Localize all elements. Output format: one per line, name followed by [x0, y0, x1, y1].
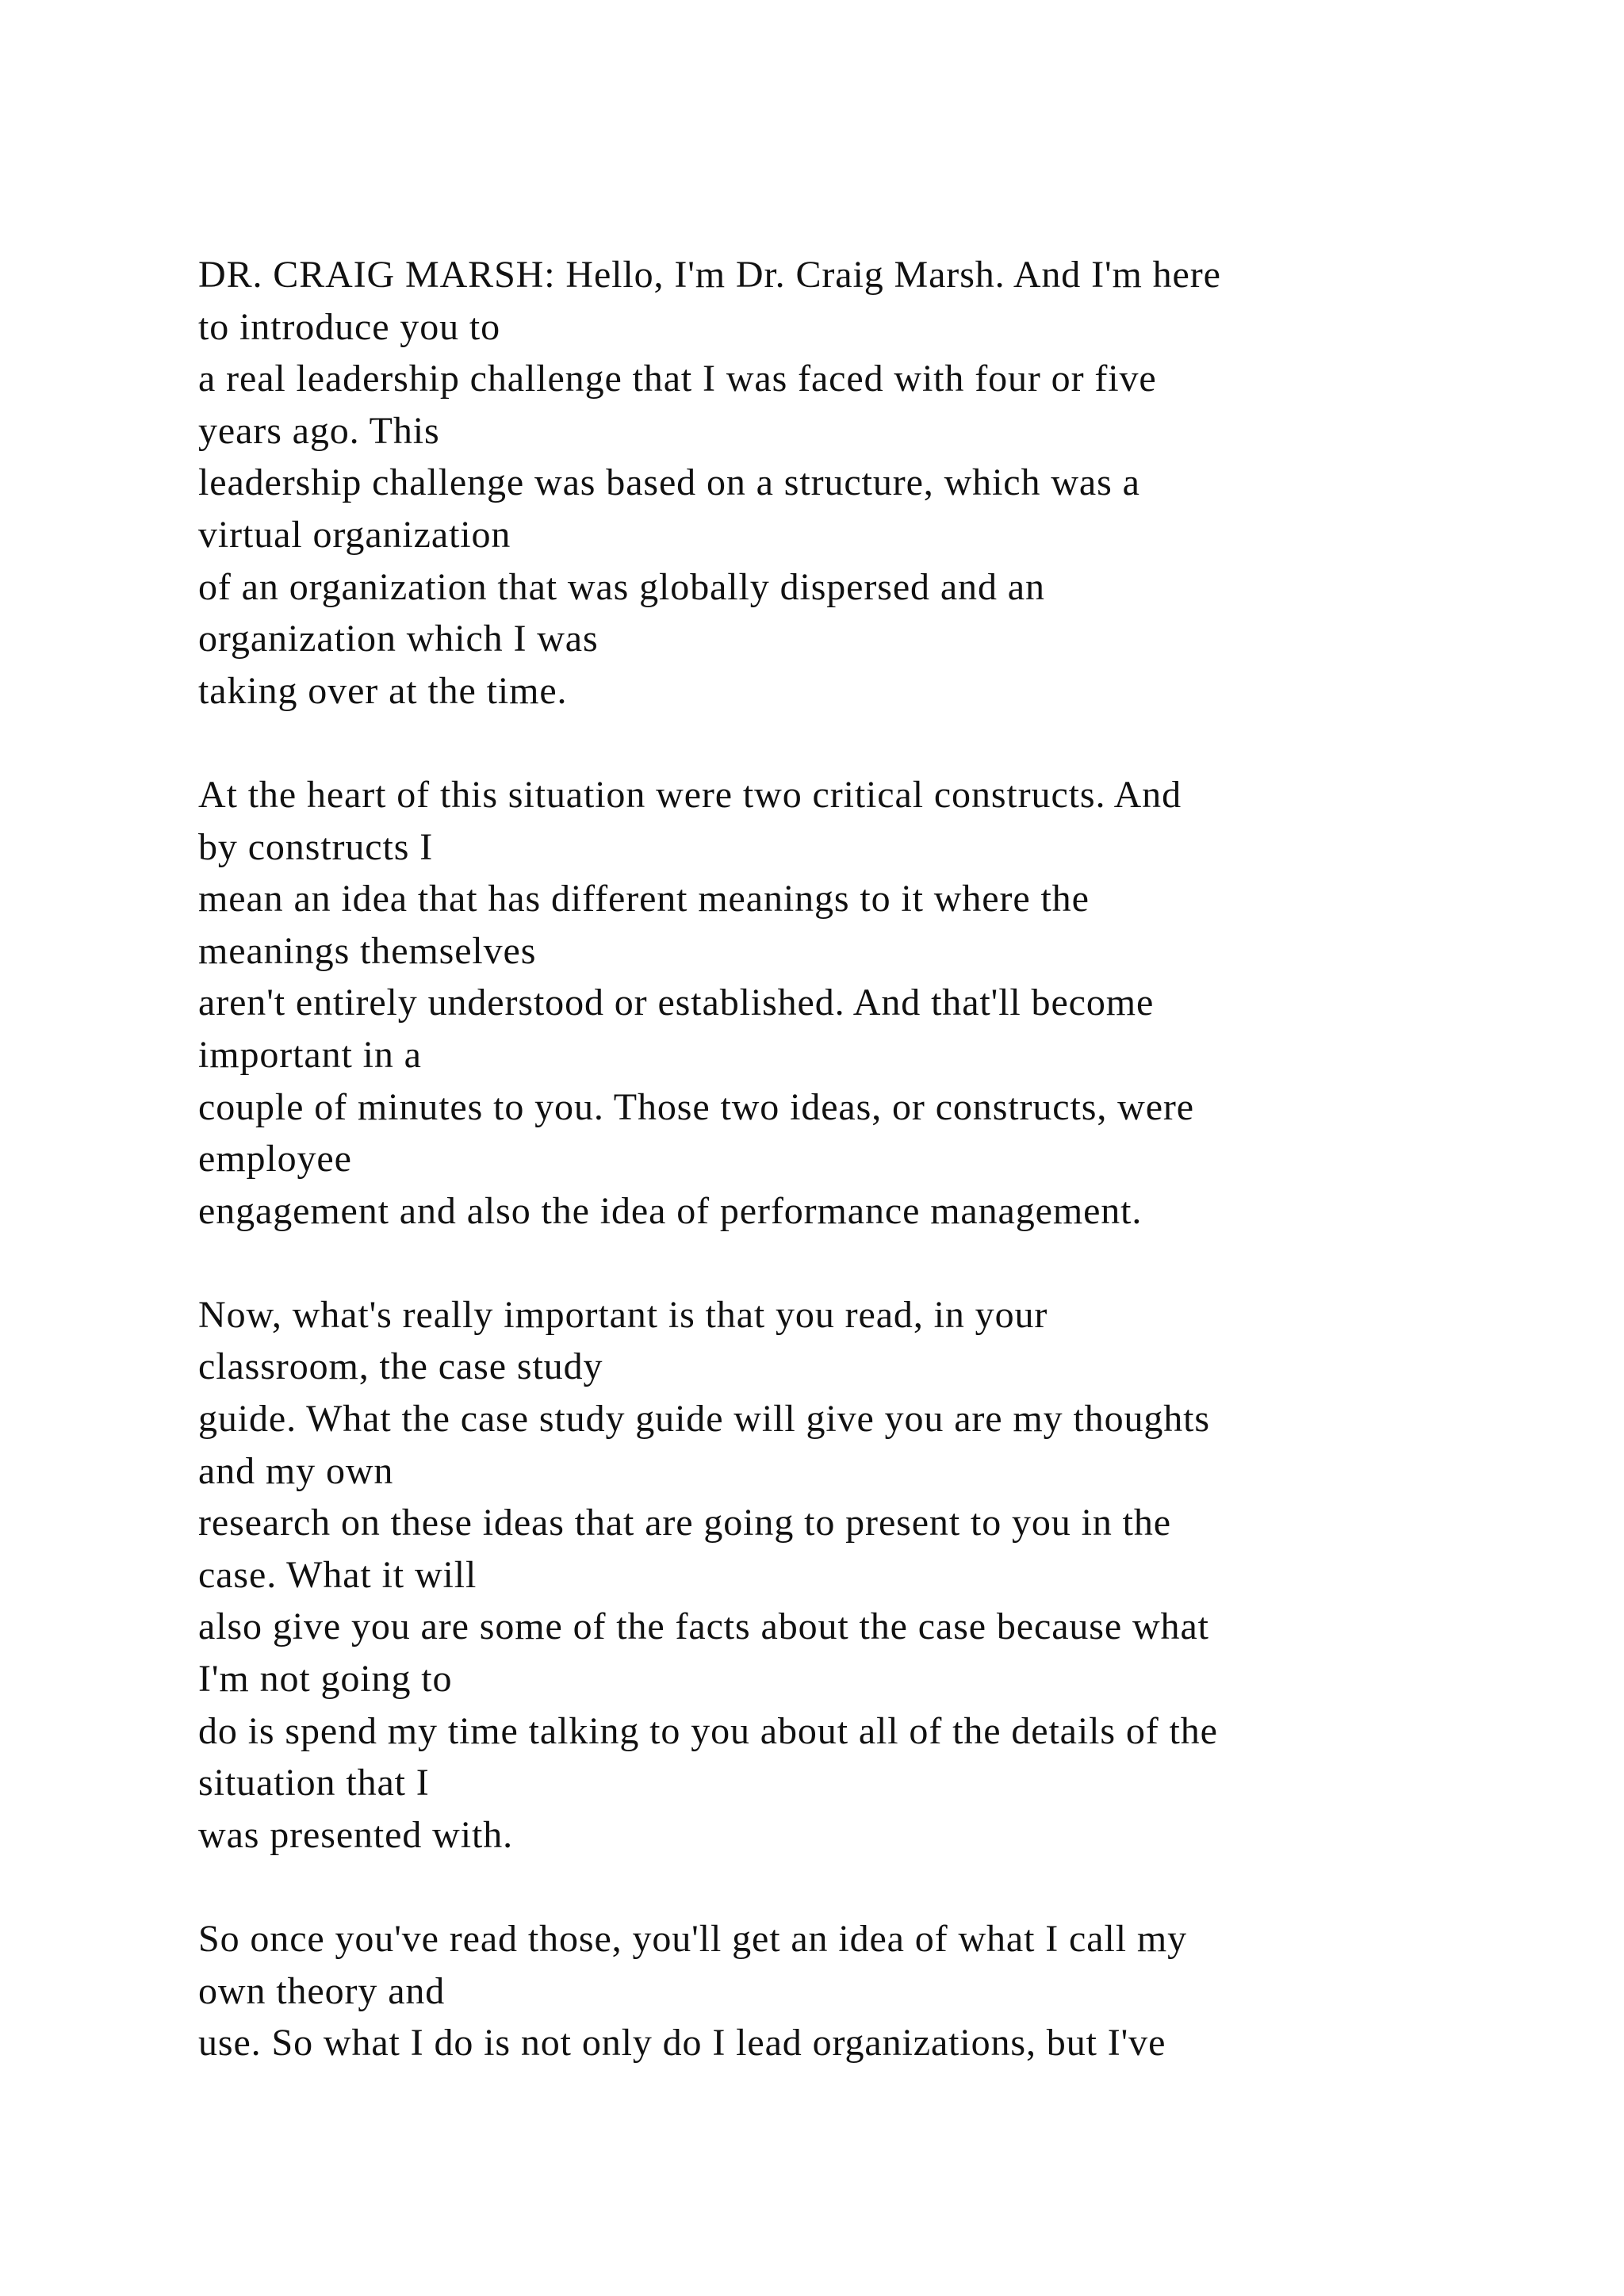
text-line: do is spend my time talking to you about all of the details of the	[198, 1709, 1218, 1752]
text-line: DR. CRAIG MARSH: Hello, I'm Dr. Craig Marsh. And I'm here	[198, 254, 1221, 296]
text-line: to introduce you to	[198, 305, 501, 348]
text-line: own theory and	[198, 1969, 446, 2012]
text-line: use. So what I do is not only do I lead organizations, but I've	[198, 2022, 1166, 2064]
text-line: At the heart of this situation were two critical constructs. And	[198, 773, 1182, 816]
text-line: engagement and also the idea of performance management.	[198, 1189, 1143, 1232]
paragraph	[198, 1913, 1467, 2069]
text-line: So once you've read those, you'll get an idea of what I call my	[198, 1918, 1187, 1960]
text-line: and my own	[198, 1449, 394, 1492]
text-line: virtual organization	[198, 513, 511, 556]
text-line: Now, what's really important is that you read, in your	[198, 1293, 1048, 1336]
text-line: guide. What the case study guide will give you are my thoughts	[198, 1398, 1211, 1441]
paragraph-gap	[198, 1237, 1467, 1289]
paragraph	[198, 769, 1467, 1237]
paragraph	[198, 1289, 1467, 1862]
text-line: mean an idea that has different meanings to it where the	[198, 878, 1090, 920]
document-body	[198, 249, 1467, 2069]
text-line: leadership challenge was based on a structure, which was a	[198, 461, 1140, 504]
text-line: couple of minutes to you. Those two ideas, or constructs, were	[198, 1085, 1194, 1128]
text-line: years ago. This	[198, 409, 440, 452]
text-line: by constructs I	[198, 825, 434, 868]
text-line: case. What it will	[198, 1553, 477, 1596]
text-line: meanings themselves	[198, 929, 537, 972]
paragraph-gap	[198, 1861, 1467, 1913]
text-line: was presented with.	[198, 1813, 513, 1856]
text-line: important in a	[198, 1033, 422, 1076]
text-line: of an organization that was globally dispersed and an	[198, 565, 1045, 608]
text-line: a real leadership challenge that I was faced with four or five	[198, 358, 1157, 400]
text-line: taking over at the time.	[198, 669, 568, 712]
text-line: situation that I	[198, 1762, 430, 1804]
text-line: I'm not going to	[198, 1658, 453, 1701]
text-line: research on these ideas that are going to present to you in the	[198, 1502, 1171, 1544]
paragraph-gap	[198, 717, 1467, 769]
text-line: employee	[198, 1138, 352, 1181]
text-line: aren't entirely understood or established. And that'll become	[198, 982, 1155, 1024]
text-line: organization which I was	[198, 618, 599, 660]
text-line: also give you are some of the facts about the case because what	[198, 1605, 1209, 1648]
text-line: classroom, the case study	[198, 1345, 603, 1388]
paragraph	[198, 249, 1467, 717]
